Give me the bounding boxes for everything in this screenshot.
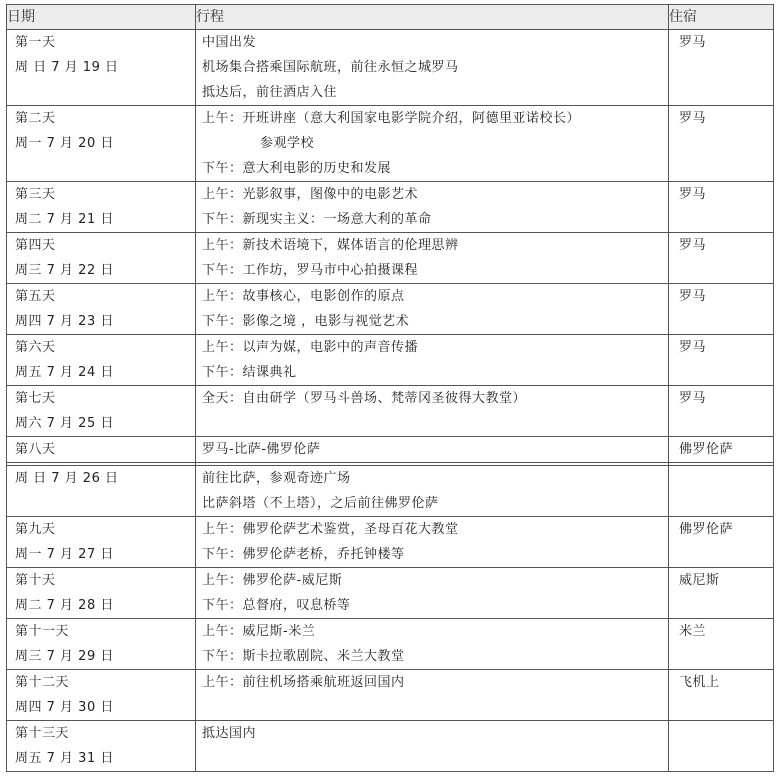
date-cell	[7, 670, 196, 721]
stay-cell	[669, 670, 774, 721]
plan-line: 抵达后，前往酒店入住	[202, 85, 338, 100]
stay-cell	[669, 619, 774, 670]
plan-line: 上午：故事核心，电影创作的原点	[202, 289, 405, 304]
date-line: 周六 7 月 25 日	[15, 416, 114, 431]
plan-cell	[196, 721, 669, 772]
stay-value: 罗马	[679, 111, 707, 126]
date-line: 第十天	[15, 573, 56, 588]
plan-cell	[196, 335, 669, 386]
date-cell	[7, 386, 196, 437]
plan-line: 全天：自由研学（罗马斗兽场、梵蒂冈圣彼得大教堂）	[202, 391, 527, 406]
date-line: 周五 7 月 31 日	[15, 751, 114, 766]
header-plan: 行程	[196, 5, 669, 30]
date-cell	[7, 437, 196, 463]
plan-line: 下午：总督府，叹息桥等	[202, 598, 351, 613]
date-cell	[7, 182, 196, 233]
plan-cell	[196, 619, 669, 670]
date-line: 第十二天	[15, 675, 70, 690]
stay-value: 罗马	[679, 289, 707, 304]
table-row	[7, 437, 774, 463]
stay-value: 飞机上	[679, 675, 720, 690]
date-line: 第四天	[15, 238, 56, 253]
date-line: 第九天	[15, 522, 56, 537]
table-body	[7, 30, 774, 772]
stay-cell	[669, 466, 774, 517]
plan-line: 上午：佛罗伦萨-威尼斯	[202, 573, 343, 588]
plan-cell	[196, 466, 669, 517]
date-cell	[7, 233, 196, 284]
table-row	[7, 721, 774, 772]
plan-line: 前往比萨，参观奇迹广场	[202, 471, 351, 486]
table-row	[7, 284, 774, 335]
date-line: 周四 7 月 30 日	[15, 700, 114, 715]
plan-line: 上午：光影叙事，图像中的电影艺术	[202, 187, 419, 202]
stay-cell	[669, 568, 774, 619]
stay-cell	[669, 721, 774, 772]
table-header-row	[7, 5, 774, 30]
date-line: 第五天	[15, 289, 56, 304]
stay-cell	[669, 517, 774, 568]
table-row	[7, 335, 774, 386]
date-cell	[7, 517, 196, 568]
table-row	[7, 106, 774, 182]
date-line: 第十一天	[15, 624, 70, 639]
date-line: 周 日 7 月 26 日	[15, 471, 119, 486]
stay-value	[679, 721, 773, 746]
plan-line: 参观学校	[260, 136, 315, 151]
stay-value: 罗马	[679, 391, 707, 406]
date-line: 周五 7 月 24 日	[15, 365, 114, 380]
date-line: 周四 7 月 23 日	[15, 314, 114, 329]
plan-line: 下午：新现实主义：一场意大利的革命	[202, 212, 432, 227]
table-row	[7, 568, 774, 619]
stay-value: 罗马	[679, 187, 707, 202]
plan-cell	[196, 517, 669, 568]
date-line: 第二天	[15, 111, 56, 126]
stay-cell	[669, 30, 774, 106]
stay-value	[679, 466, 773, 491]
table-row	[7, 466, 774, 517]
table-row	[7, 386, 774, 437]
date-cell	[7, 30, 196, 106]
stay-cell	[669, 106, 774, 182]
plan-line: 下午：斯卡拉歌剧院、米兰大教堂	[202, 649, 405, 664]
plan-cell	[196, 437, 669, 463]
stay-cell	[669, 335, 774, 386]
table-row	[7, 517, 774, 568]
stay-cell	[669, 233, 774, 284]
date-line: 周三 7 月 22 日	[15, 263, 114, 278]
table-row	[7, 182, 774, 233]
date-cell	[7, 466, 196, 517]
date-cell	[7, 284, 196, 335]
date-line: 第八天	[15, 442, 56, 457]
date-line: 第七天	[15, 391, 56, 406]
table-row	[7, 30, 774, 106]
date-cell	[7, 106, 196, 182]
plan-cell	[196, 568, 669, 619]
plan-line: 下午：意大利电影的历史和发展	[202, 161, 392, 176]
plan-line: 上午：佛罗伦萨艺术鉴赏，圣母百花大教堂	[202, 522, 459, 537]
plan-cell	[196, 182, 669, 233]
itinerary-table	[6, 4, 774, 772]
stay-cell	[669, 284, 774, 335]
date-line: 第三天	[15, 187, 56, 202]
plan-cell	[196, 106, 669, 182]
date-cell	[7, 619, 196, 670]
stay-value: 佛罗伦萨	[679, 442, 734, 457]
stay-value: 佛罗伦萨	[679, 522, 734, 537]
plan-cell	[196, 386, 669, 437]
header-date: 日期	[7, 5, 196, 30]
table-row	[7, 670, 774, 721]
plan-cell	[196, 233, 669, 284]
plan-line: 比萨斜塔（不上塔），之后前往佛罗伦萨	[202, 496, 439, 511]
date-line: 第六天	[15, 340, 56, 355]
plan-line: 下午：佛罗伦萨老桥，乔托钟楼等	[202, 547, 405, 562]
plan-line: 罗马-比萨-佛罗伦萨	[202, 442, 321, 457]
table-row	[7, 233, 774, 284]
date-line: 第一天	[15, 35, 56, 50]
plan-line: 下午：结课典礼	[202, 365, 297, 380]
plan-line: 上午：以声为媒，电影中的声音传播	[202, 340, 419, 355]
date-line: 周一 7 月 27 日	[15, 547, 114, 562]
date-line: 周三 7 月 29 日	[15, 649, 114, 664]
stay-cell	[669, 437, 774, 463]
plan-line: 抵达国内	[202, 726, 257, 741]
plan-line: 中国出发	[202, 35, 257, 50]
date-line: 周 日 7 月 19 日	[15, 60, 119, 75]
plan-line: 上午：新技术语境下，媒体语言的伦理思辨	[202, 238, 459, 253]
date-line: 周二 7 月 28 日	[15, 598, 114, 613]
plan-line: 上午：前往机场搭乘航班返回国内	[202, 675, 405, 690]
stay-value: 罗马	[679, 340, 707, 355]
plan-line: 机场集合搭乘国际航班，前往永恒之城罗马	[202, 60, 459, 75]
plan-cell	[196, 670, 669, 721]
date-line: 第十三天	[15, 726, 70, 741]
plan-cell	[196, 284, 669, 335]
plan-line: 上午：威尼斯-米兰	[202, 624, 316, 639]
date-cell	[7, 568, 196, 619]
date-line: 周二 7 月 21 日	[15, 212, 114, 227]
plan-line: 下午：工作坊，罗马市中心拍摄课程	[202, 263, 419, 278]
date-cell	[7, 721, 196, 772]
header-stay: 住宿	[669, 5, 774, 30]
plan-line: 上午：开班讲座（意大利国家电影学院介绍，阿德里亚诺校长）	[202, 111, 581, 126]
plan-cell	[196, 30, 669, 106]
stay-cell	[669, 386, 774, 437]
plan-line: 下午：影像之境 ，电影与视觉艺术	[202, 314, 410, 329]
stay-value: 威尼斯	[679, 573, 720, 588]
stay-value: 罗马	[679, 35, 707, 50]
stay-value: 罗马	[679, 238, 707, 253]
table-row	[7, 619, 774, 670]
stay-value: 米兰	[679, 624, 707, 639]
date-line: 周一 7 月 20 日	[15, 136, 114, 151]
date-cell	[7, 335, 196, 386]
stay-cell	[669, 182, 774, 233]
